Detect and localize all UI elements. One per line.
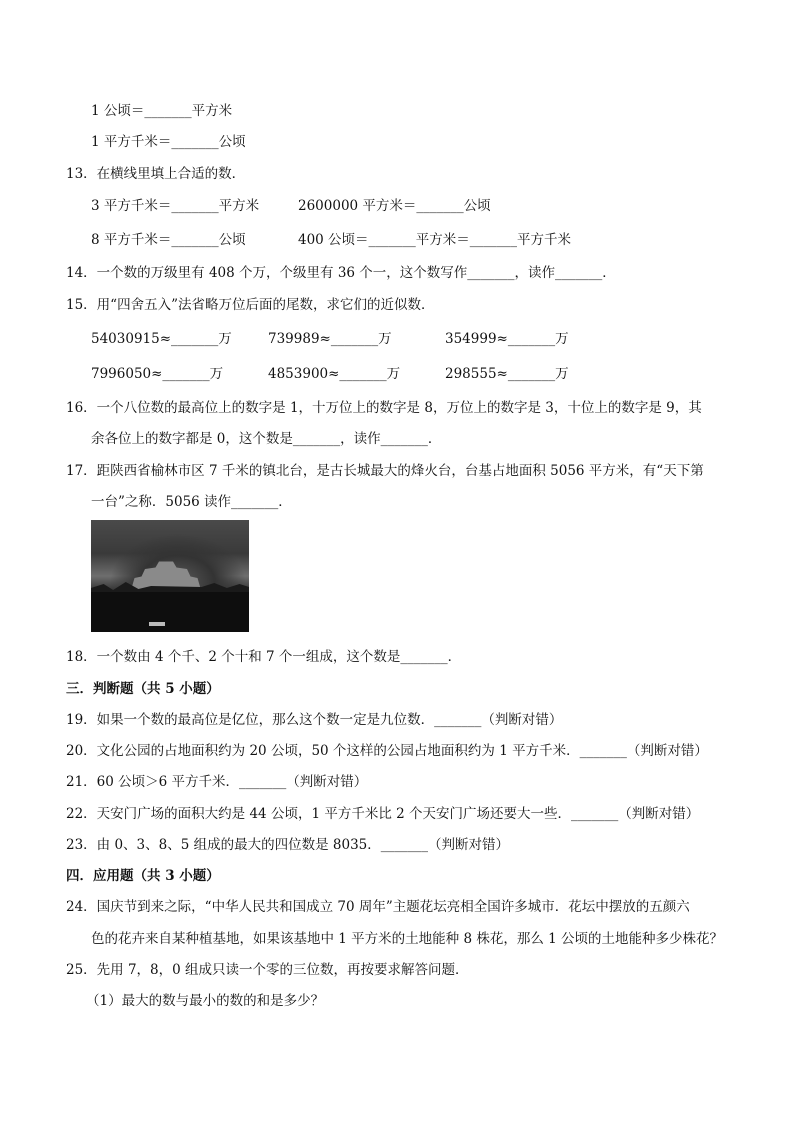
beacon-tower-shape <box>131 560 201 590</box>
question-15-item: 298555≈_______万 <box>445 366 569 382</box>
question-13: 13．在横线里填上合适的数． <box>66 166 246 182</box>
question-23: 23．由 0、3、8、5 组成的最大的四位数是 8035．_______（判断对错） <box>66 837 510 853</box>
question-15-item: 54030915≈_______万 <box>91 331 232 347</box>
question-25: 25．先用 7，8，0 组成只读一个零的三位数，再按要求解答问题． <box>66 962 469 978</box>
section-3-heading: 三．判断题（共 5 小题） <box>66 681 220 697</box>
section-4-heading: 四．应用题（共 3 小题） <box>66 868 220 884</box>
question-16-line-1: 16．一个八位数的最高位上的数字是 1，十万位上的数字是 8，万位上的数字是 3，十位上的数字是 9，其 <box>66 400 702 416</box>
question-14: 14．一个数的万级里有 408 个万，个级里有 36 个一，这个数写作_______，读作_______． <box>66 265 616 281</box>
question-13-item: 3 平方千米＝_______平方米 <box>91 198 260 214</box>
question-15-item: 739989≈_______万 <box>268 331 392 347</box>
question-22: 22．天安门广场的面积大约是 44 公顷，1 平方千米比 2 个天安门广场还要大一些．_______（判断对错） <box>66 806 700 822</box>
question-17-line-1: 17．距陕西省榆林市区 7 千米的镇北台，是古长城最大的烽火台，台基占地面积 5056 平方米，有“天下第 <box>66 463 704 479</box>
zhenbeitai-photo <box>91 520 249 632</box>
question-15-item: 7996050≈_______万 <box>91 366 224 382</box>
question-19: 19．如果一个数的最高位是亿位，那么这个数一定是九位数．_______（判断对错） <box>66 712 563 728</box>
question-18: 18．一个数由 4 个千、2 个十和 7 个一组成，这个数是_______． <box>66 649 462 665</box>
question-13-item: 8 平方千米＝_______公顷 <box>91 232 246 248</box>
question-20: 20．文化公园的占地面积约为 20 公顷，50 个这样的公园占地面积约为 1 平方千米．_______（判断对错） <box>66 743 708 759</box>
question-25-part-1: （1）最大的数与最小的数的和是多少？ <box>86 993 325 1009</box>
conversion-square-km: 1 平方千米＝_______公顷 <box>91 134 246 150</box>
question-24-line-1: 24．国庆节到来之际，“中华人民共和国成立 70 周年”主题花坛亮相全国许多城市．花坛中摆放的五颜六 <box>66 899 690 915</box>
question-24-line-2: 色的花卉来自某种植基地，如果该基地中 1 平方米的土地能种 8 株花，那么 1 公顷的土地能种多少株花？ <box>91 931 724 947</box>
light-spot-shape <box>149 622 165 626</box>
ground-shape <box>91 592 249 632</box>
question-21: 21．60 公顷＞6 平方千米．_______（判断对错） <box>66 774 368 790</box>
question-15: 15．用“四舍五入”法省略万位后面的尾数，求它们的近似数． <box>66 297 435 313</box>
question-15-item: 4853900≈_______万 <box>268 366 401 382</box>
conversion-hectare: 1 公顷＝_______平方米 <box>91 103 233 119</box>
question-17-line-2: 一台”之称．5056 读作_______． <box>91 494 292 510</box>
question-13-item: 2600000 平方米＝_______公顷 <box>298 198 491 214</box>
question-13-item: 400 公顷＝_______平方米＝_______平方千米 <box>298 232 572 248</box>
question-16-line-2: 余各位上的数字都是 0，这个数是_______，读作_______． <box>91 431 442 447</box>
question-15-item: 354999≈_______万 <box>445 331 569 347</box>
